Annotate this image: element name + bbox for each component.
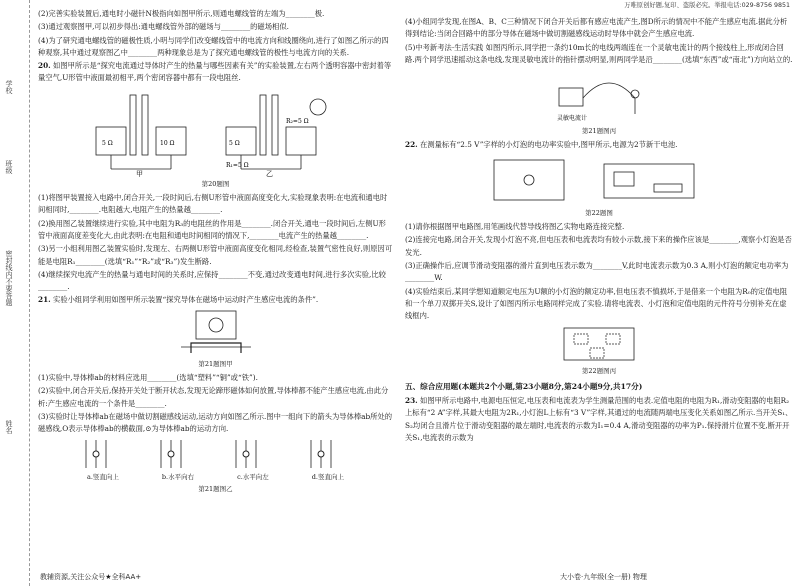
footer-left: 教辅资源,关注公众号★全科AA+ [40,573,142,581]
q23-stem: 23. 如图甲所示电路中,电源电压恒定,电压表和电流表为学生测量范围的电表.定值电阻的电阻为R₁,滑动变阻器的电阻R₂上标有“2 A”字样,其最大电阻为2R₁,小灯泡L上标有“3 V”字样,其通过的电流随两端电压变化关系如图乙所示.当开关S₁、S₂均闭合且滑片位于滑动变阻器的最左端时,电流表的示数为I₁=0.4 A,滑动变阻器的功率为P₁.保持滑片位置不变,断开开关S₁,电流表的示数为 [405,396,793,442]
footer-right: 大小卷·九年级(全一册) 物理 [560,573,647,581]
seal-margin [0,0,30,586]
q22-caption-b: 第22题图丙 [581,367,617,376]
q19-part4: (4)为了研究通电螺线管的磁极性质,小明与同学们改变螺线管中的电流方向和线圈绕向,进行了如图乙所示的四种观察,其中通过观察图乙中________两种现象总是为了探究通电螺线管的极性与电流方向的关系. [38,35,389,57]
section-5-title: 五、综合应用题(本题共2个小题,第23小题8分,第24小题9分,共17分) [405,381,643,391]
q22-caption: 第22题图 [585,208,613,217]
q22-part2: (2)连接完电路,闭合开关,发现小灯泡不亮,但电压表和电流表均有较小示数,接下来的操作应该是________,观察小灯泡是否发光. [405,235,792,257]
q22-figure-c [405,324,793,364]
q21-caption-a: 第21题图甲 [198,359,233,368]
fig-res-2: 10 Ω [159,139,175,147]
option-a: a.竖直向上 [86,472,119,481]
q21-figure-a [38,309,393,357]
margin-label-b: 学校 [5,80,13,94]
q21-caption-b: 第21题图乙 [198,484,233,493]
q21-figure-b [38,438,393,470]
q20-stem: 20. 如图甲所示是“探究电流通过导体时产生的热量与哪些因素有关”的实验装置,左右两个透明容器中密封着等量空气,U形管中液面最初相平,两个密闭容器中都有一段电阻丝. [38,61,392,83]
q21-part5: (5)中考新考法·生活实践 如图丙所示,同学把一条约10m长的电线两端连在一个灵敏电流计的两个接线柱上,形成闭合回路.两个同学迅速摇动这条电线,发现灵敏电流计的指针摆动明显,则两同学是沿________(选填“东西”或“南北”)方向站立的. [405,42,793,64]
q21-part3: (3)实验时让导体棒ab在磁场中做切割磁感线运动,运动方向如图乙所示.图中一组向下的箭头为导体棒ab所处的磁感线,O表示导体棒ab的横截面,⊙为导体棒ab的运动方向. [38,411,393,434]
margin-label-d: 姓名 [5,420,13,434]
q20-figure [38,87,393,177]
q22-figure [405,154,793,206]
fig-res-3: 5 Ω [228,139,240,147]
header-right: 万唯原创好题,复印、盗版必究。举报电话:029-8756 9851 [624,2,790,9]
q22-part3: (3)正确操作后,应调节滑动变阻器的滑片直到电压表示数为________V,此时电流表示数为0.3 A,则小灯泡的额定电功率为________W. [405,260,789,283]
q20-caption: 第20题图 [201,179,230,188]
q22-part4: (4)实验结束后,某同学想知道额定电压为U额的小灯泡的额定功率,但电压表不慎损坏,于是借来一个电阻为R₀的定值电阻和一个单刀双掷开关S,设计了如图丙所示电路同样完成了实验.请将电流表、小灯泡和定值电阻的元件符号分别补充在虚线框内. [405,286,788,321]
q20-part1: (1)将图甲装置接入电路中,闭合开关,一段时间后,右侧U形管中液面高度变化大,实验现象表明:在电流和通电时间相同时,________.电阻越大,电阻产生的热量越________. [38,193,388,215]
q21-part1: (1)实验中,导体棒ab的材料应选用________(选填“塑料”“铜”或“铁”). [38,373,258,383]
fig-label-jia: 甲 [135,169,143,177]
option-b: b.水平向右 [161,472,195,481]
q21-figure-c [405,68,793,124]
q20-part4: (4)继续探究电流产生的热量与通电时间的关系时,应保持________不变,通过改变通电时间,进行多次实验,比较________. [38,269,386,292]
q22-stem: 22. 在测量标有“2.5 V”字样的小灯泡的电功率实验中,图甲所示,电源为2节新干电池. [405,140,678,150]
fig-res-5: R₁=5 Ω [225,161,249,169]
fig-label-yi: 乙 [265,169,273,177]
q22-part1: (1)请你根据图甲电路图,用笔画线代替导线将图乙实物电路连接完整. [405,222,625,232]
q21-caption-c: 第21题图丙 [581,127,617,136]
margin-label-c: 班级 [5,160,13,174]
option-c: c.水平向左 [237,472,269,481]
fig-res-4: R₂=5 Ω [285,117,309,125]
margin-label-a: 密封线内不要答题 [5,250,13,306]
q20-part3: (3)另一小组利用图乙装置实验时,发现左、右两侧U形管中液面高度变化相同,经检查,装置气密性良好,则原因可能是电阻R₁________(选填“R₁”“R₂”或“R₃”)发生断路. [38,244,393,266]
option-d: d.竖直向上 [311,472,344,481]
q19-part2: (2)完善实验装置后,通电时小磁针N极指向如图甲所示,则通电螺线管的左端为________极. [38,9,325,18]
left-column [38,8,393,497]
q21-options [66,471,366,483]
q20-part2: (2)换用图乙装置继续进行实验,其中电阻为R₃的电阻丝的作用是________.闭合开关,通电一段时间后,左侧U形管中液面高度差变化大,由此表明:在电阻和通电时间相同的情况下,________电流产生的热量越________. [38,218,386,240]
fig-res-1: 5 Ω [101,139,113,147]
q19-part3: (3)通过观察图甲,可以初步得出:通电螺线管外部的磁场与________的磁场相似. [38,22,289,32]
q21-part2: (2)实验中,闭合开关后,保持开关处于断开状态,发现无论蹄形磁体如何放置,导体棒都不能产生感应电流,由此分析:产生感应电流的一个条件是________. [38,386,389,408]
galvanometer-label: 灵敏电流计 [557,115,588,123]
q21-part4: (4)小组同学发现,在图A、B、C三种情况下闭合开关后都有感应电流产生,图D所示的情况中不能产生感应电流.据此分析得到结论:当闭合回路中的部分导体在磁场中做切割磁感线运动时导体中就会产生感应电流. [405,17,788,39]
q21-stem: 21. 实验小组同学利用如图甲所示装置“探究导体在磁场中运动时产生感应电流的条件”. [38,295,319,305]
right-column [405,8,793,445]
